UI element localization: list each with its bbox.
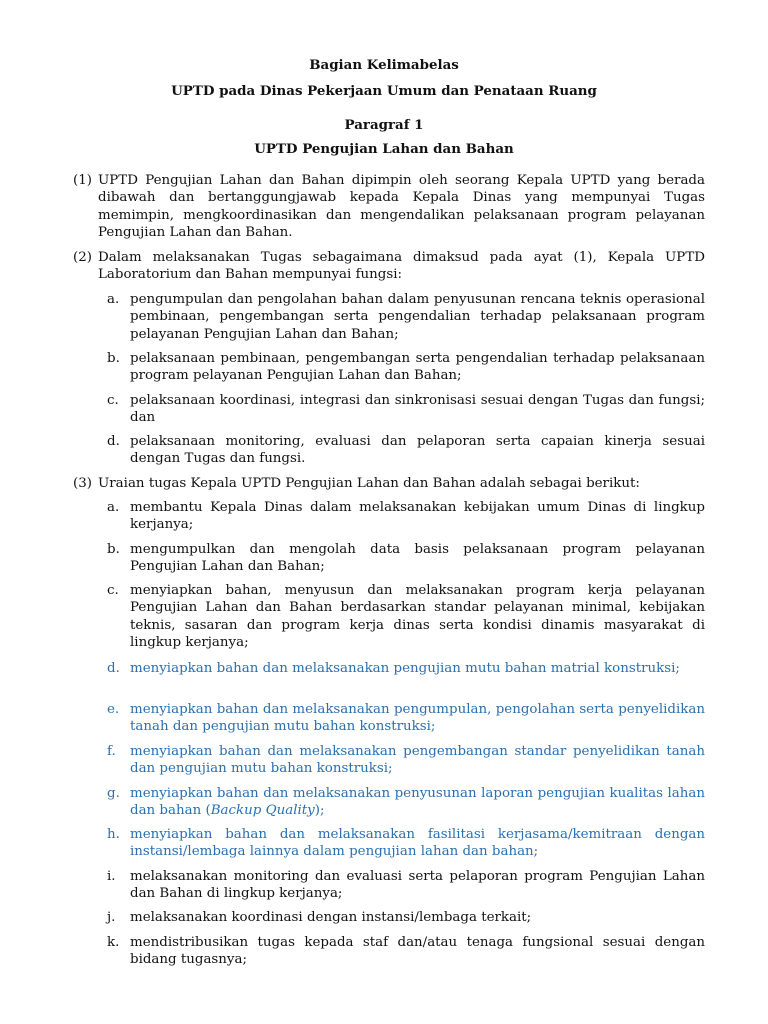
clause-text: Dalam melaksanakan Tugas sebagaimana dimaksud pada ayat (1), Kepala UPTD Laboratorium dan Bahan mempunyai fungsi: <box>98 250 705 283</box>
list-item-text: menyiapkan bahan dan melaksanakan fasilitasi kerjasama/kemitraan dengan instansi/lembaga lainnya dalam pengujian lahan dan bahan; <box>130 827 705 860</box>
list-item-label: a. <box>107 292 120 307</box>
list-item-label: a. <box>107 500 120 515</box>
list-item-label: c. <box>107 393 119 408</box>
list-item <box>107 934 705 969</box>
section-heading: Bagian Kelimabelas <box>309 57 459 73</box>
clause-number: (2) <box>73 250 92 265</box>
list-item-text: menyiapkan bahan dan melaksanakan pengembangan standar penyelidikan tanah dan pengujian mutu bahan konstruksi; <box>130 744 705 777</box>
list-item-text: mendistribusikan tugas kepada staf dan/atau tenaga fungsional sesuai dengan bidang tugasnya; <box>130 935 705 968</box>
list-item <box>107 499 705 534</box>
clause-number: (3) <box>73 476 92 491</box>
list-item-label: c. <box>107 583 119 598</box>
list-item-text: pelaksanaan koordinasi, integrasi dan sinkronisasi sesuai dengan Tugas dan fungsi; dan <box>130 393 705 426</box>
list-item <box>107 350 705 385</box>
clause-3 <box>73 475 705 492</box>
list-item-text: melaksanakan koordinasi dengan instansi/lembaga terkait; <box>130 910 532 925</box>
list-item <box>107 433 705 468</box>
list-item-label: b. <box>107 351 120 366</box>
clause-1 <box>73 172 705 242</box>
list-item-label: d. <box>107 661 120 676</box>
list-item-label: e. <box>107 702 120 717</box>
clause-number: (1) <box>73 173 92 188</box>
list-item <box>107 868 705 903</box>
subtitle-heading: UPTD Pengujian Lahan dan Bahan <box>254 141 514 157</box>
list-item <box>107 392 705 427</box>
clause-text: UPTD Pengujian Lahan dan Bahan dipimpin oleh seorang Kepala UPTD yang berada dibawah dan bertanggungjawab kepada Kepala Dinas yang mempunyai Tugas memimpin, mengkoordinasikan dan mengendalikan pelaksanaan program pelayanan Pengujian Lahan dan Bahan. <box>98 173 705 241</box>
list-item-text: membantu Kepala Dinas dalam melaksanakan kebijakan umum Dinas di lingkup kerjanya; <box>130 500 705 533</box>
list-item-text: mengumpulkan dan mengolah data basis pelaksanaan program pelayanan Pengujian Lahan dan Bahan; <box>130 542 705 575</box>
list-item <box>107 909 705 926</box>
list-item-highlighted <box>107 785 705 820</box>
list-item-label: j. <box>107 910 116 925</box>
list-item <box>107 291 705 343</box>
list-item-label: f. <box>107 744 116 759</box>
list-item-text: pelaksanaan monitoring, evaluasi dan pelaporan serta capaian kinerja sesuai dengan Tugas dan fungsi. <box>130 434 705 467</box>
list-item-label: b. <box>107 542 120 557</box>
list-item-label: g. <box>107 786 120 801</box>
list-item-highlighted <box>107 701 705 736</box>
list-item-text-italic: Backup Quality <box>210 803 315 819</box>
list-item-text-main: menyiapkan bahan dan melaksanakan penyusunan laporan pengujian kualitas lahan dan bahan ( <box>130 786 705 819</box>
clause-text: Uraian tugas Kepala UPTD Pengujian Lahan dan Bahan adalah sebagai berikut: <box>98 476 640 491</box>
list-item-text: pengumpulan dan pengolahan bahan dalam penyusunan rencana teknis operasional pembinaan, pengembangan serta pengendalian terhadap pelaksanaan program pelayanan Pengujian Lahan dan Bahan; <box>130 292 705 342</box>
list-item-text: pelaksanaan pembinaan, pengembangan serta pengendalian terhadap pelaksanaan program pelayanan Pengujian Lahan dan Bahan; <box>130 351 705 384</box>
clause-2 <box>73 249 705 284</box>
list-item-label: i. <box>107 869 116 884</box>
list-item-text: melaksanakan monitoring dan evaluasi serta pelaporan program Pengujian Lahan dan Bahan di lingkup kerjanya; <box>130 869 705 902</box>
paragraph-heading: Paragraf 1 <box>344 117 424 133</box>
list-item <box>107 541 705 576</box>
list-item-highlighted <box>107 826 705 861</box>
list-item <box>107 582 705 652</box>
list-item-label: h. <box>107 827 120 842</box>
list-item-highlighted <box>107 743 705 778</box>
list-item-label: d. <box>107 434 120 449</box>
list-item-text: menyiapkan bahan dan melaksanakan pengujian mutu bahan matrial konstruksi; <box>130 661 680 676</box>
list-item-text <box>130 785 705 820</box>
list-item-label: k. <box>107 935 120 950</box>
document-title: UPTD pada Dinas Pekerjaan Umum dan Penataan Ruang <box>171 83 597 99</box>
list-item-highlighted <box>107 660 705 677</box>
list-item-text: menyiapkan bahan dan melaksanakan pengumpulan, pengolahan serta penyelidikan tanah dan pengujian mutu bahan konstruksi; <box>130 702 705 735</box>
list-item-text: menyiapkan bahan, menyusun dan melaksanakan program kerja pelayanan Pengujian Lahan dan Bahan berdasarkan standar pelayanan minimal, kebijakan teknis, sasaran dan program kerja dinas serta kondisi dinamis masyarakat di lingkup kerjanya; <box>130 583 705 651</box>
list-item-text-after: ); <box>314 803 325 819</box>
